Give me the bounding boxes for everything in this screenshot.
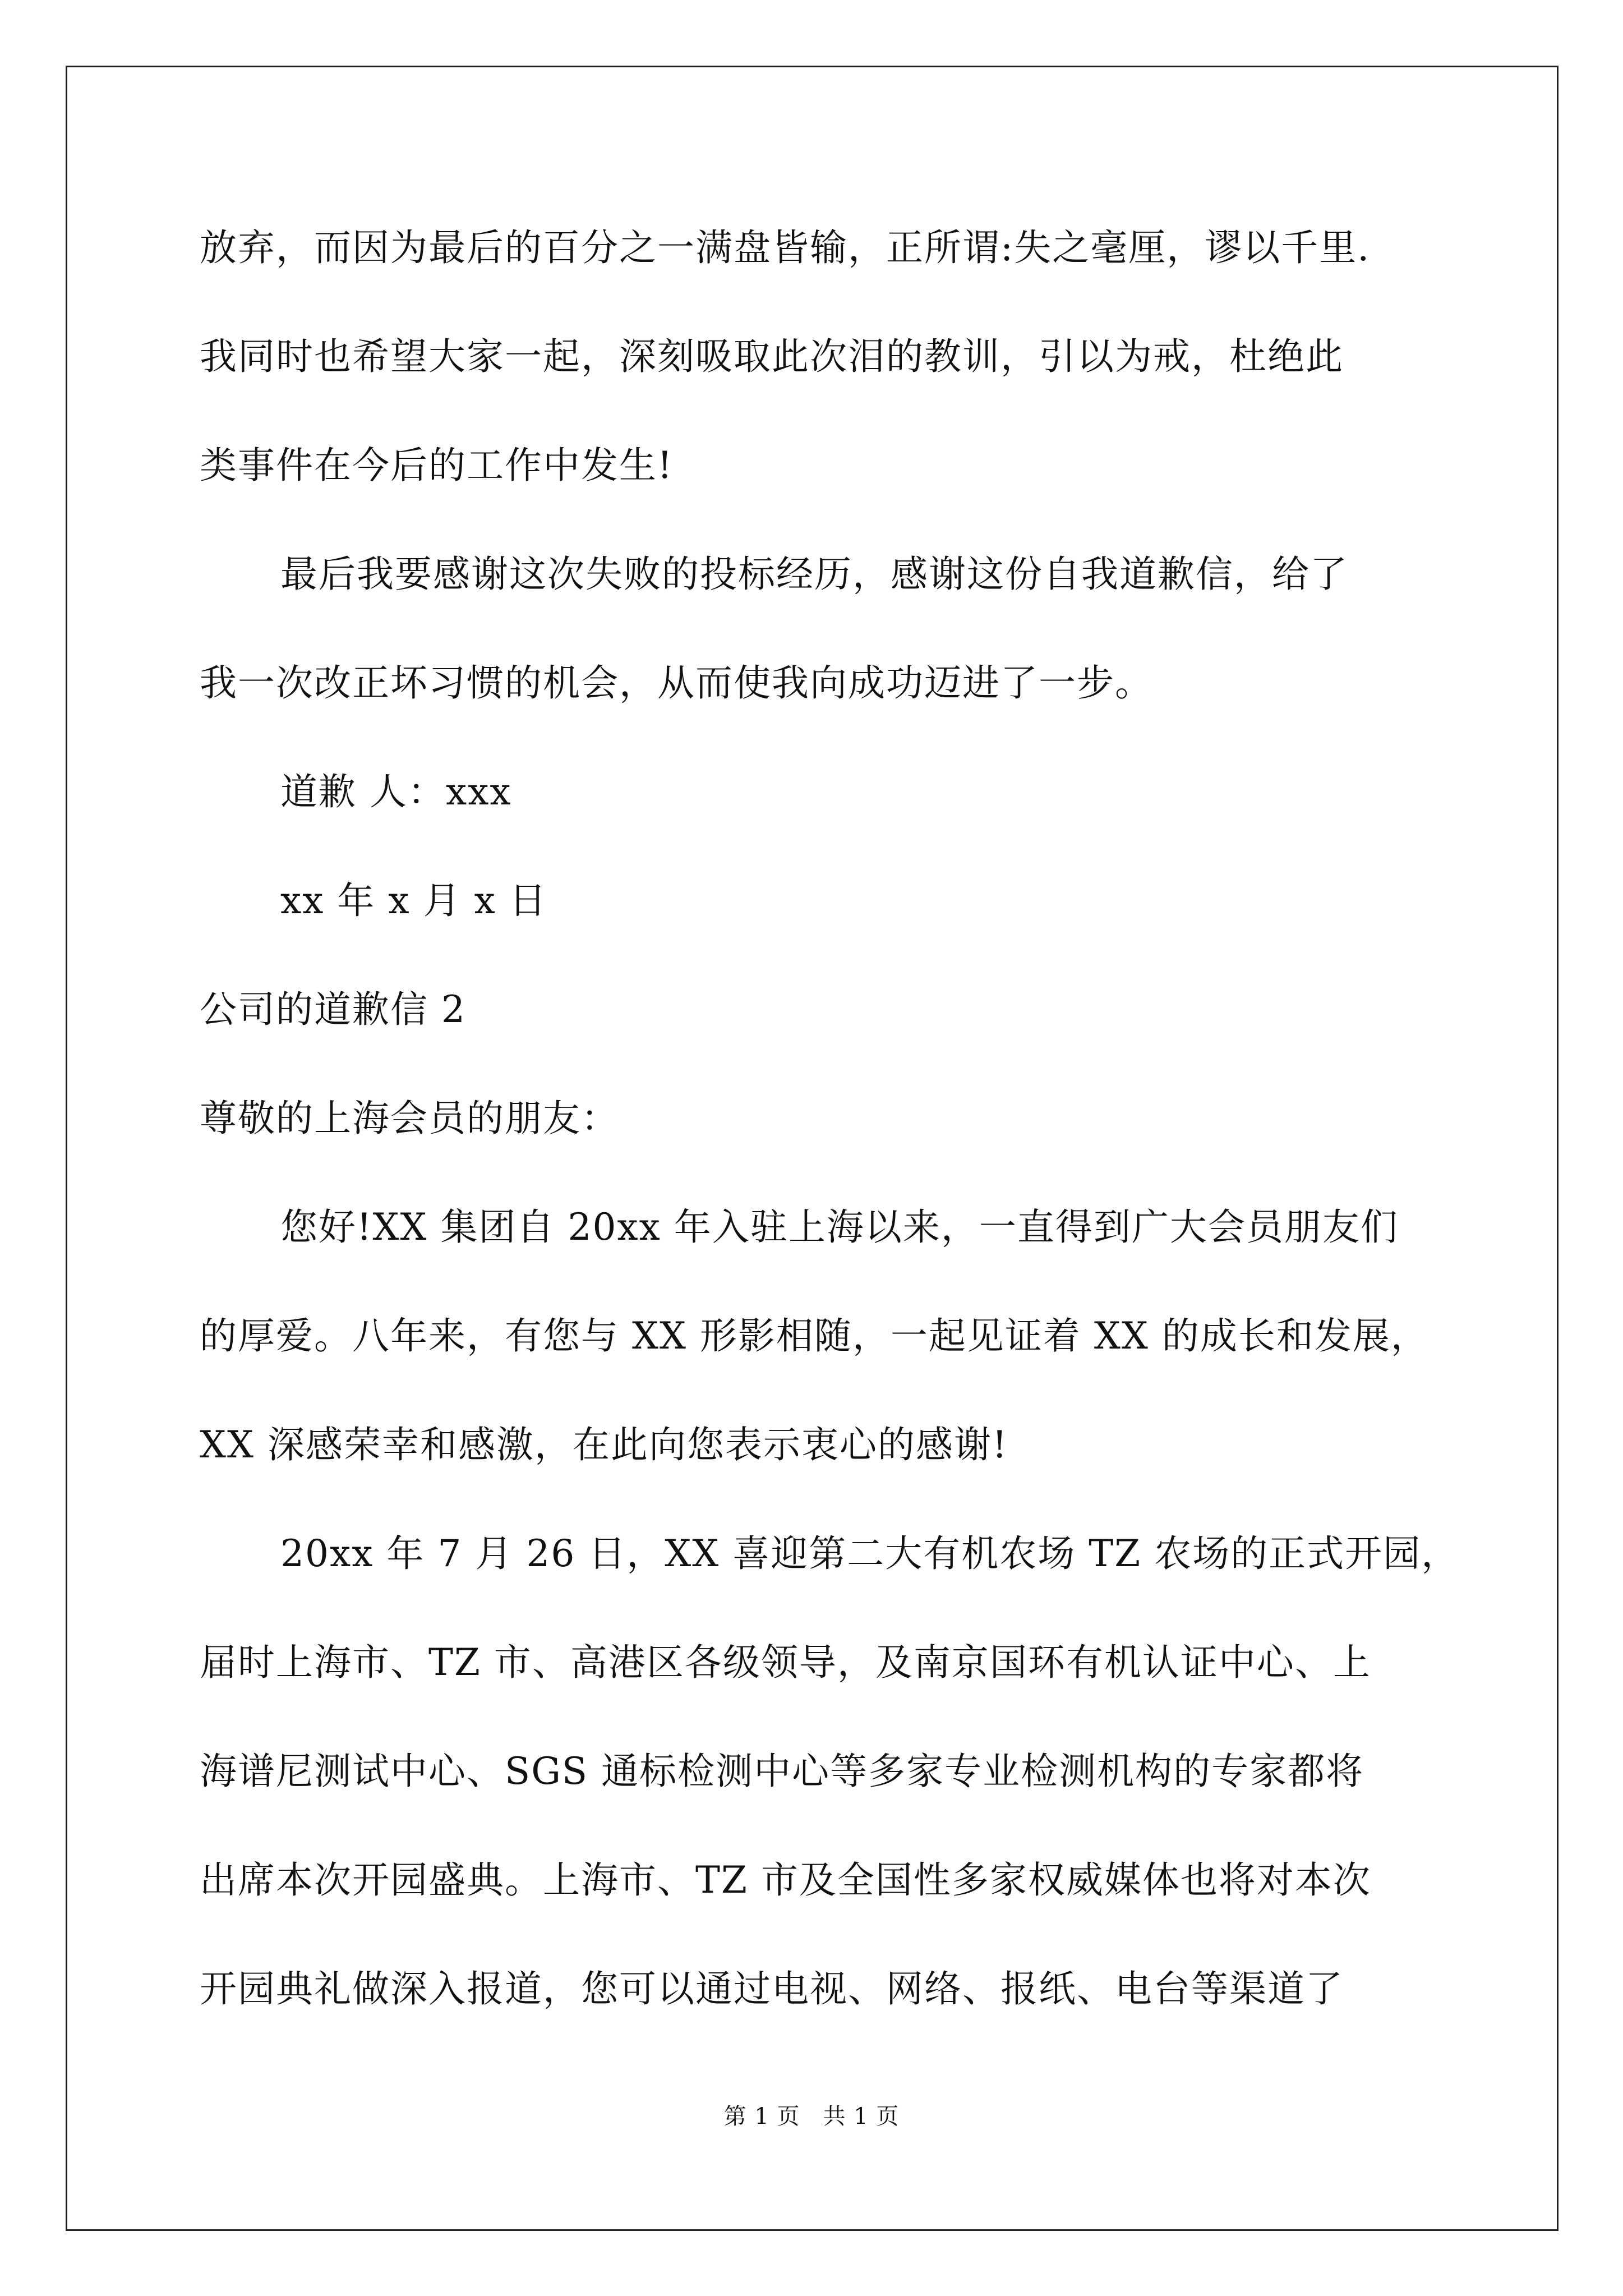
- text-line: 的厚爱。八年来，有您与 XX 形影相随，一起见证着 XX 的成长和发展，: [200, 1314, 1429, 1358]
- salutation: 尊敬的上海会员的朋友：: [200, 1097, 619, 1140]
- text-line: 出席本次开园盛典。上海市、TZ 市及全国性多家权威媒体也将对本次: [200, 1858, 1371, 1902]
- section-heading: 公司的道歉信 2: [200, 988, 466, 1031]
- text-line: 放弃，而因为最后的百分之一满盘皆输，正所谓:失之毫厘，谬以千里.: [200, 226, 1371, 269]
- text-line: 20xx 年 7 月 26 日，XX 喜迎第二大有机农场 TZ 农场的正式开园，: [280, 1532, 1460, 1575]
- page-border: [66, 66, 1559, 2231]
- text-line: 海谱尼测试中心、SGS 通标检测中心等多家专业检测机构的专家都将: [200, 1750, 1364, 1793]
- text-line: XX 深感荣幸和感激，在此向您表示衷心的感谢!: [200, 1423, 1008, 1466]
- text-line: 类事件在今后的工作中发生!: [200, 444, 674, 487]
- text-line: 我同时也希望大家一起，深刻吸取此次泪的教训，引以为戒，杜绝此: [200, 335, 1344, 378]
- text-line: 您好!XX 集团自 20xx 年入驻上海以来，一直得到广大会员朋友们: [280, 1205, 1399, 1249]
- text-line: 届时上海市、TZ 市、高港区各级领导，及南京国环有机认证中心、上: [200, 1641, 1371, 1684]
- text-line: 我一次改正坏习惯的机会，从而使我向成功迈进了一步。: [200, 661, 1153, 705]
- signature-line: 道歉 人：xxx: [280, 770, 512, 813]
- page-number-footer: 第 1 页 共 1 页: [723, 2104, 900, 2129]
- text-line: 开园典礼做深入报道，您可以通过电视、网络、报纸、电台等渠道了: [200, 1967, 1344, 2010]
- date-line: xx 年 x 月 x 日: [280, 879, 547, 922]
- text-line: 最后我要感谢这次失败的投标经历，感谢这份自我道歉信，给了: [280, 553, 1348, 596]
